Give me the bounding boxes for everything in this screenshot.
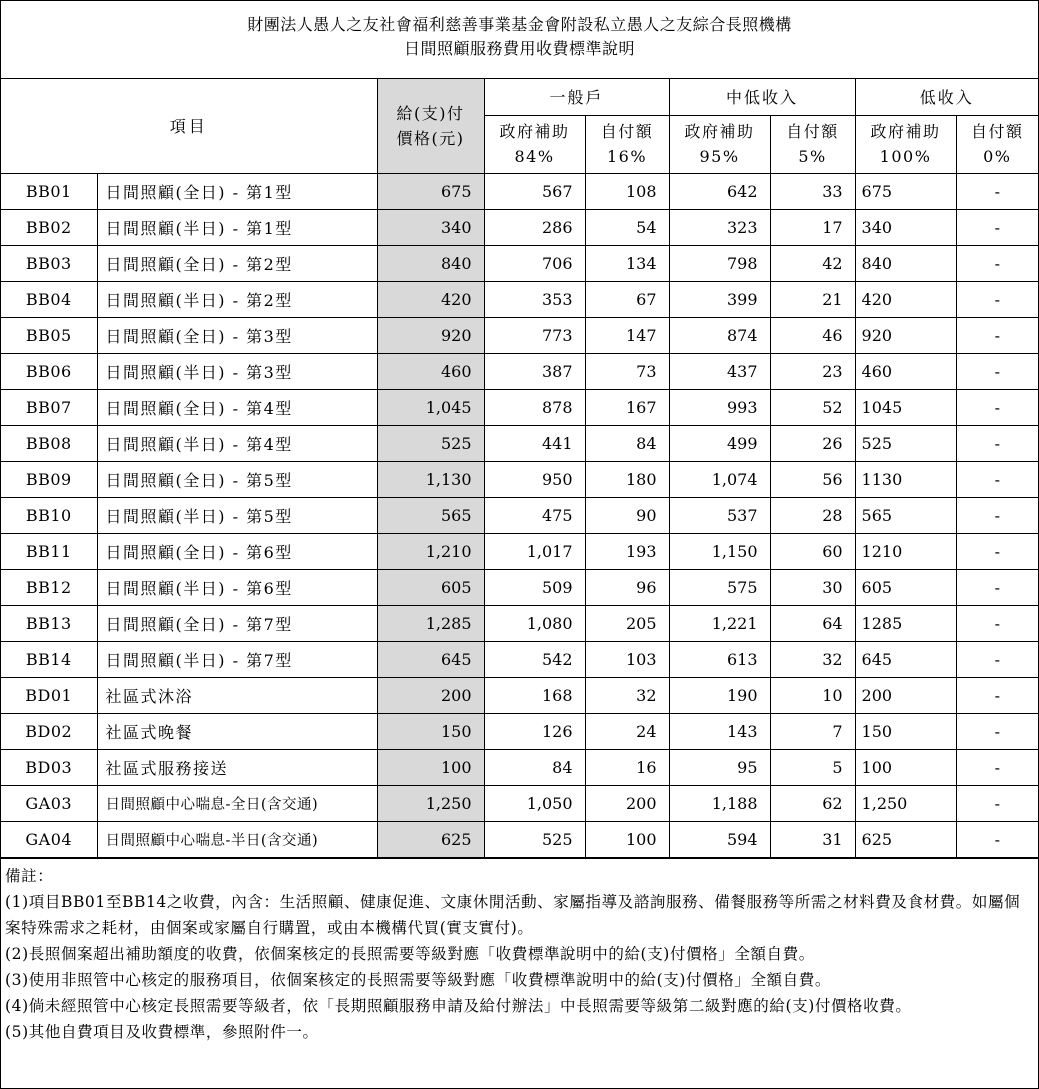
header-midlow-self bbox=[770, 115, 855, 173]
fee-table bbox=[1, 79, 1038, 858]
table-row bbox=[1, 173, 1038, 209]
header-gov-pct: 84% bbox=[514, 147, 555, 166]
item-name: 日間照顧(半日) - 第5型 bbox=[97, 497, 377, 533]
midlow-self-cell: 23 bbox=[770, 353, 855, 389]
low-gov-cell: 420 bbox=[855, 281, 956, 317]
item-name: 日間照顧(全日) - 第7型 bbox=[97, 605, 377, 641]
item-code: BB08 bbox=[1, 425, 97, 461]
general-self-cell: 96 bbox=[585, 569, 669, 605]
low-self-cell: - bbox=[956, 713, 1038, 749]
header-item: 項目 bbox=[1, 79, 377, 173]
general-self-cell: 134 bbox=[585, 245, 669, 281]
item-code: BB05 bbox=[1, 317, 97, 353]
midlow-gov-cell: 575 bbox=[669, 569, 770, 605]
item-name: 社區式晚餐 bbox=[97, 713, 377, 749]
general-gov-cell: 84 bbox=[484, 749, 585, 785]
item-name: 日間照顧(全日) - 第3型 bbox=[97, 317, 377, 353]
midlow-gov-cell: 798 bbox=[669, 245, 770, 281]
price-cell: 340 bbox=[377, 209, 484, 245]
item-name: 日間照顧(全日) - 第2型 bbox=[97, 245, 377, 281]
general-gov-cell: 1,050 bbox=[484, 785, 585, 821]
price-cell: 625 bbox=[377, 821, 484, 857]
table-row bbox=[1, 353, 1038, 389]
header-general-self bbox=[585, 115, 669, 173]
table-row bbox=[1, 425, 1038, 461]
item-name: 日間照顧(半日) - 第1型 bbox=[97, 209, 377, 245]
low-gov-cell: 625 bbox=[855, 821, 956, 857]
item-code: BD01 bbox=[1, 677, 97, 713]
header-self-pct: 16% bbox=[606, 147, 648, 166]
item-code: BD02 bbox=[1, 713, 97, 749]
header-gov-label: 政府補助 bbox=[870, 122, 941, 141]
low-self-cell: - bbox=[956, 281, 1038, 317]
general-self-cell: 90 bbox=[585, 497, 669, 533]
note-5: (5)其他自費項目及收費標準，參照附件一。 bbox=[5, 1022, 319, 1041]
item-name: 日間照顧中心喘息-全日(含交通) bbox=[97, 785, 377, 821]
table-row bbox=[1, 281, 1038, 317]
midlow-gov-cell: 993 bbox=[669, 389, 770, 425]
midlow-self-cell: 7 bbox=[770, 713, 855, 749]
price-cell: 100 bbox=[377, 749, 484, 785]
table-row bbox=[1, 749, 1038, 785]
price-cell: 645 bbox=[377, 641, 484, 677]
table-row bbox=[1, 821, 1038, 857]
low-self-cell: - bbox=[956, 497, 1038, 533]
general-self-cell: 200 bbox=[585, 785, 669, 821]
item-name: 社區式服務接送 bbox=[97, 749, 377, 785]
low-gov-cell: 100 bbox=[855, 749, 956, 785]
header-price bbox=[377, 79, 484, 173]
price-cell: 605 bbox=[377, 569, 484, 605]
low-gov-cell: 1,250 bbox=[855, 785, 956, 821]
item-code: BB09 bbox=[1, 461, 97, 497]
general-self-cell: 84 bbox=[585, 425, 669, 461]
general-gov-cell: 475 bbox=[484, 497, 585, 533]
table-row bbox=[1, 389, 1038, 425]
table-row bbox=[1, 713, 1038, 749]
item-name: 日間照顧(半日) - 第7型 bbox=[97, 641, 377, 677]
item-name: 日間照顧(半日) - 第2型 bbox=[97, 281, 377, 317]
table-header-row bbox=[1, 79, 1038, 115]
general-self-cell: 24 bbox=[585, 713, 669, 749]
midlow-gov-cell: 499 bbox=[669, 425, 770, 461]
price-cell: 200 bbox=[377, 677, 484, 713]
document-subtitle: 日間照顧服務費用收費標準說明 bbox=[403, 39, 635, 58]
low-self-cell: - bbox=[956, 173, 1038, 209]
midlow-self-cell: 10 bbox=[770, 677, 855, 713]
price-cell: 920 bbox=[377, 317, 484, 353]
price-cell: 460 bbox=[377, 353, 484, 389]
table-row bbox=[1, 533, 1038, 569]
low-gov-cell: 1130 bbox=[855, 461, 956, 497]
general-gov-cell: 525 bbox=[484, 821, 585, 857]
low-gov-cell: 1210 bbox=[855, 533, 956, 569]
general-self-cell: 205 bbox=[585, 605, 669, 641]
low-gov-cell: 605 bbox=[855, 569, 956, 605]
header-low-self bbox=[956, 115, 1038, 173]
header-general-gov bbox=[484, 115, 585, 173]
item-code: BB13 bbox=[1, 605, 97, 641]
item-code: BB11 bbox=[1, 533, 97, 569]
general-gov-cell: 878 bbox=[484, 389, 585, 425]
header-price-line1: 給(支)付 bbox=[396, 103, 465, 123]
table-row bbox=[1, 209, 1038, 245]
midlow-self-cell: 21 bbox=[770, 281, 855, 317]
general-self-cell: 54 bbox=[585, 209, 669, 245]
midlow-gov-cell: 613 bbox=[669, 641, 770, 677]
midlow-self-cell: 56 bbox=[770, 461, 855, 497]
table-row bbox=[1, 317, 1038, 353]
price-cell: 420 bbox=[377, 281, 484, 317]
general-self-cell: 180 bbox=[585, 461, 669, 497]
item-name: 日間照顧(全日) - 第6型 bbox=[97, 533, 377, 569]
midlow-gov-cell: 190 bbox=[669, 677, 770, 713]
item-code: BB02 bbox=[1, 209, 97, 245]
header-self-pct: 0% bbox=[983, 147, 1012, 166]
general-self-cell: 67 bbox=[585, 281, 669, 317]
table-row bbox=[1, 785, 1038, 821]
item-code: BB07 bbox=[1, 389, 97, 425]
general-self-cell: 100 bbox=[585, 821, 669, 857]
item-name: 日間照顧(全日) - 第1型 bbox=[97, 173, 377, 209]
low-self-cell: - bbox=[956, 605, 1038, 641]
general-gov-cell: 773 bbox=[484, 317, 585, 353]
low-self-cell: - bbox=[956, 353, 1038, 389]
midlow-gov-cell: 399 bbox=[669, 281, 770, 317]
price-cell: 525 bbox=[377, 425, 484, 461]
low-self-cell: - bbox=[956, 425, 1038, 461]
low-self-cell: - bbox=[956, 245, 1038, 281]
header-low-gov bbox=[855, 115, 956, 173]
notes-heading: 備註： bbox=[5, 866, 54, 885]
header-group-midlow: 中低收入 bbox=[669, 79, 855, 115]
general-gov-cell: 387 bbox=[484, 353, 585, 389]
low-self-cell: - bbox=[956, 461, 1038, 497]
price-cell: 840 bbox=[377, 245, 484, 281]
low-self-cell: - bbox=[956, 569, 1038, 605]
general-self-cell: 108 bbox=[585, 173, 669, 209]
note-2: (2)長照個案超出補助額度的收費，依個案核定的長照需要等級對應「收費標準說明中的給(支)付價格」全額自費。 bbox=[5, 944, 815, 963]
midlow-self-cell: 26 bbox=[770, 425, 855, 461]
item-name: 日間照顧(半日) - 第3型 bbox=[97, 353, 377, 389]
general-gov-cell: 441 bbox=[484, 425, 585, 461]
midlow-gov-cell: 1,150 bbox=[669, 533, 770, 569]
midlow-gov-cell: 1,074 bbox=[669, 461, 770, 497]
midlow-self-cell: 52 bbox=[770, 389, 855, 425]
general-gov-cell: 126 bbox=[484, 713, 585, 749]
general-self-cell: 73 bbox=[585, 353, 669, 389]
low-gov-cell: 460 bbox=[855, 353, 956, 389]
general-gov-cell: 168 bbox=[484, 677, 585, 713]
midlow-self-cell: 5 bbox=[770, 749, 855, 785]
item-name: 日間照顧中心喘息-半日(含交通) bbox=[97, 821, 377, 857]
item-name: 日間照顧(半日) - 第6型 bbox=[97, 569, 377, 605]
item-code: BB06 bbox=[1, 353, 97, 389]
midlow-self-cell: 30 bbox=[770, 569, 855, 605]
price-cell: 1,285 bbox=[377, 605, 484, 641]
low-gov-cell: 920 bbox=[855, 317, 956, 353]
midlow-self-cell: 31 bbox=[770, 821, 855, 857]
low-self-cell: - bbox=[956, 677, 1038, 713]
general-gov-cell: 353 bbox=[484, 281, 585, 317]
note-3: (3)使用非照管中心核定的服務項目，依個案核定的長照需要等級對應「收費標準說明中的給(支)付價格」全額自費。 bbox=[5, 970, 831, 989]
table-row bbox=[1, 497, 1038, 533]
midlow-gov-cell: 95 bbox=[669, 749, 770, 785]
midlow-self-cell: 28 bbox=[770, 497, 855, 533]
low-self-cell: - bbox=[956, 785, 1038, 821]
low-self-cell: - bbox=[956, 533, 1038, 569]
midlow-self-cell: 62 bbox=[770, 785, 855, 821]
item-code: BB10 bbox=[1, 497, 97, 533]
low-self-cell: - bbox=[956, 317, 1038, 353]
table-row bbox=[1, 245, 1038, 281]
midlow-gov-cell: 594 bbox=[669, 821, 770, 857]
general-self-cell: 103 bbox=[585, 641, 669, 677]
midlow-self-cell: 33 bbox=[770, 173, 855, 209]
note-4: (4)倘未經照管中心核定長照需要等級者，依「長期照顧服務申請及給付辦法」中長照需要等級第二級對應的給(支)付價格收費。 bbox=[5, 996, 912, 1015]
general-gov-cell: 1,017 bbox=[484, 533, 585, 569]
header-self-pct: 5% bbox=[798, 147, 827, 166]
general-gov-cell: 509 bbox=[484, 569, 585, 605]
price-cell: 1,045 bbox=[377, 389, 484, 425]
low-gov-cell: 340 bbox=[855, 209, 956, 245]
midlow-gov-cell: 437 bbox=[669, 353, 770, 389]
low-gov-cell: 1285 bbox=[855, 605, 956, 641]
low-gov-cell: 645 bbox=[855, 641, 956, 677]
midlow-self-cell: 32 bbox=[770, 641, 855, 677]
header-price-line2: 價格(元) bbox=[396, 128, 465, 148]
price-cell: 675 bbox=[377, 173, 484, 209]
item-code: GA04 bbox=[1, 821, 97, 857]
header-gov-pct: 95% bbox=[699, 147, 740, 166]
general-gov-cell: 1,080 bbox=[484, 605, 585, 641]
low-gov-cell: 525 bbox=[855, 425, 956, 461]
low-self-cell: - bbox=[956, 641, 1038, 677]
item-code: BB04 bbox=[1, 281, 97, 317]
header-group-general: 一般戶 bbox=[484, 79, 669, 115]
table-row bbox=[1, 677, 1038, 713]
low-gov-cell: 150 bbox=[855, 713, 956, 749]
document-title: 財團法人愚人之友社會福利慈善事業基金會附設私立愚人之友綜合長照機構 bbox=[247, 15, 792, 34]
header-gov-pct: 100% bbox=[879, 147, 932, 166]
item-name: 日間照顧(全日) - 第5型 bbox=[97, 461, 377, 497]
general-self-cell: 16 bbox=[585, 749, 669, 785]
low-gov-cell: 200 bbox=[855, 677, 956, 713]
midlow-gov-cell: 1,188 bbox=[669, 785, 770, 821]
midlow-gov-cell: 642 bbox=[669, 173, 770, 209]
low-gov-cell: 675 bbox=[855, 173, 956, 209]
item-code: GA03 bbox=[1, 785, 97, 821]
item-code: BB03 bbox=[1, 245, 97, 281]
midlow-self-cell: 64 bbox=[770, 605, 855, 641]
midlow-gov-cell: 874 bbox=[669, 317, 770, 353]
item-code: BB01 bbox=[1, 173, 97, 209]
document-header bbox=[1, 1, 1038, 79]
general-gov-cell: 542 bbox=[484, 641, 585, 677]
midlow-self-cell: 60 bbox=[770, 533, 855, 569]
general-gov-cell: 567 bbox=[484, 173, 585, 209]
general-gov-cell: 950 bbox=[484, 461, 585, 497]
notes-section bbox=[1, 858, 1038, 1045]
price-cell: 150 bbox=[377, 713, 484, 749]
low-gov-cell: 565 bbox=[855, 497, 956, 533]
item-name: 日間照顧(全日) - 第4型 bbox=[97, 389, 377, 425]
general-self-cell: 167 bbox=[585, 389, 669, 425]
low-self-cell: - bbox=[956, 209, 1038, 245]
midlow-self-cell: 46 bbox=[770, 317, 855, 353]
general-self-cell: 193 bbox=[585, 533, 669, 569]
low-self-cell: - bbox=[956, 389, 1038, 425]
header-group-low: 低收入 bbox=[855, 79, 1038, 115]
header-midlow-gov bbox=[669, 115, 770, 173]
low-self-cell: - bbox=[956, 821, 1038, 857]
table-row bbox=[1, 569, 1038, 605]
header-self-label: 自付額 bbox=[600, 122, 654, 141]
midlow-gov-cell: 1,221 bbox=[669, 605, 770, 641]
midlow-gov-cell: 323 bbox=[669, 209, 770, 245]
note-1: (1)項目BB01至BB14之收費，內含：生活照顧、健康促進、文康休閒活動、家屬指導及諮詢服務、備餐服務等所需之材料費及食材費。如屬個案特殊需求之耗材，由個案或家屬自行購置，或由本機構代買(實支實付)。 bbox=[5, 892, 1021, 937]
item-name: 社區式沐浴 bbox=[97, 677, 377, 713]
header-gov-label: 政府補助 bbox=[684, 122, 755, 141]
item-code: BD03 bbox=[1, 749, 97, 785]
midlow-gov-cell: 143 bbox=[669, 713, 770, 749]
item-code: BB12 bbox=[1, 569, 97, 605]
low-gov-cell: 1045 bbox=[855, 389, 956, 425]
table-row bbox=[1, 461, 1038, 497]
table-row bbox=[1, 641, 1038, 677]
midlow-gov-cell: 537 bbox=[669, 497, 770, 533]
table-row bbox=[1, 605, 1038, 641]
header-self-label: 自付額 bbox=[971, 122, 1024, 141]
item-name: 日間照顧(半日) - 第4型 bbox=[97, 425, 377, 461]
price-cell: 1,250 bbox=[377, 785, 484, 821]
price-cell: 1,130 bbox=[377, 461, 484, 497]
low-gov-cell: 840 bbox=[855, 245, 956, 281]
price-cell: 1,210 bbox=[377, 533, 484, 569]
midlow-self-cell: 42 bbox=[770, 245, 855, 281]
item-code: BB14 bbox=[1, 641, 97, 677]
header-gov-label: 政府補助 bbox=[499, 122, 570, 141]
midlow-self-cell: 17 bbox=[770, 209, 855, 245]
header-self-label: 自付額 bbox=[786, 122, 839, 141]
low-self-cell: - bbox=[956, 749, 1038, 785]
general-self-cell: 32 bbox=[585, 677, 669, 713]
general-gov-cell: 706 bbox=[484, 245, 585, 281]
general-gov-cell: 286 bbox=[484, 209, 585, 245]
price-cell: 565 bbox=[377, 497, 484, 533]
general-self-cell: 147 bbox=[585, 317, 669, 353]
